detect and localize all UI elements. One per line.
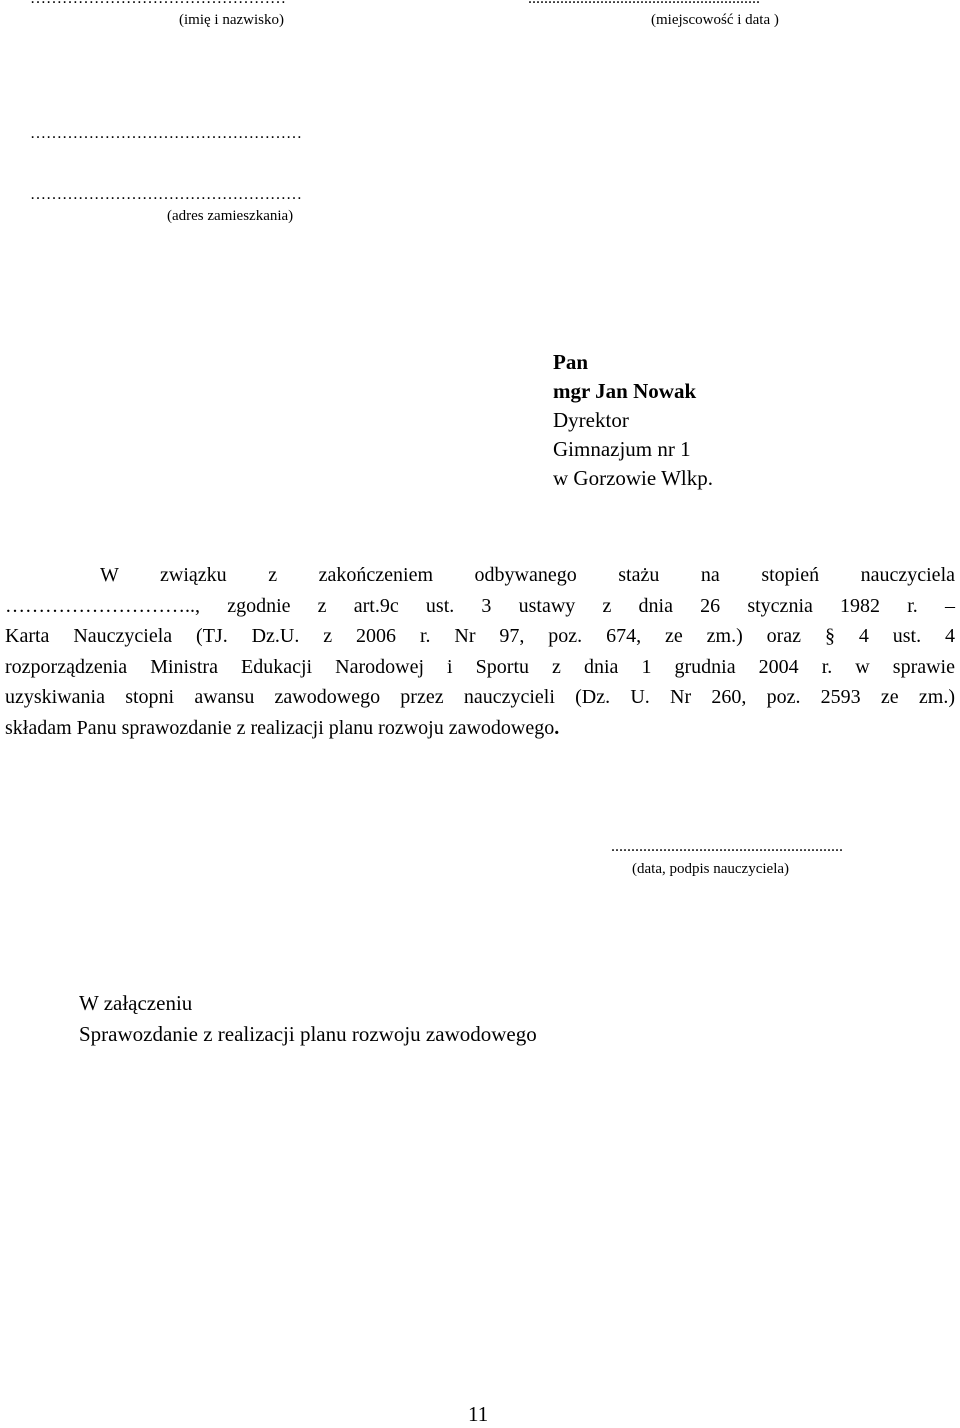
body-line-2: ……………………….., zgodnie z art.9c ust. 3 ustawy z dnia 26 stycznia 1982 r. – [5, 594, 955, 617]
name-caption: (imię i nazwisko) [179, 12, 284, 28]
page-number: 11 [468, 1402, 489, 1426]
body-line-6 [5, 713, 955, 744]
body-line-4: rozporządzenia Ministra Edukacji Narodowej i Sportu z dnia 1 grudnia 2004 r. w sprawie [5, 655, 955, 678]
body-line-6-text: składam Panu sprawozdanie z realizacji planu rozwoju zawodowego [5, 716, 555, 739]
recipient-block [553, 348, 713, 493]
address-caption: (adres zamieszkania) [167, 208, 294, 224]
place-date-dots [528, 0, 760, 8]
address-dots-line-2: …………………………………………… [30, 186, 302, 203]
body-line-5: uzyskiwania stopni awansu zawodowego przez nauczycieli (Dz. U. Nr 260, poz. 2593 ze zm.) [5, 686, 955, 708]
address-dots-line-1: …………………………………………… [30, 125, 302, 142]
body-line-1: W związku z zakończeniem odbywanego stażu na stopień nauczyciela [100, 564, 955, 586]
recipient-salutation: Pan [553, 350, 589, 374]
place-date-caption: (miejscowość i data ) [651, 12, 779, 28]
letter-body [5, 560, 955, 743]
body-line-6-period: . [554, 716, 560, 739]
recipient-institution: Gimnazjum nr 1 [553, 437, 691, 461]
name-dots [30, 0, 286, 8]
body-line-3: Karta Nauczyciela (TJ. Dz.U. z 2006 r. Nr 97, poz. 674, ze zm.) oraz § 4 ust. 4 [5, 625, 955, 647]
recipient-role: Dyrektor [553, 408, 629, 432]
attachment-item: Sprawozdanie z realizacji planu rozwoju zawodowego [79, 1022, 537, 1046]
recipient-name: mgr Jan Nowak [553, 379, 697, 403]
signature-dots: .......................................................... [611, 838, 843, 855]
signature-caption: (data, podpis nauczyciela) [632, 861, 790, 877]
attachment-label: W załączeniu [79, 991, 193, 1015]
attachment-block [79, 988, 537, 1050]
recipient-city: w Gorzowie Wlkp. [553, 466, 713, 490]
